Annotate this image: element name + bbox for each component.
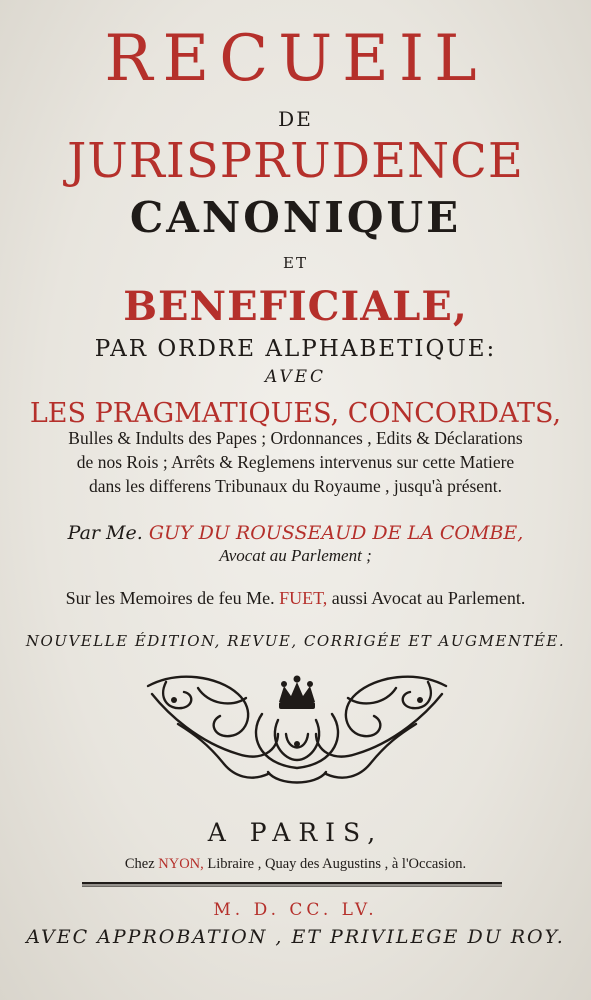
author-line xyxy=(0,522,591,544)
title-jurisprudence: JURISPRUDENCE xyxy=(67,133,524,189)
privilege-line: AVEC APPROBATION , ET PRIVILEGE DU ROY. xyxy=(26,926,565,948)
subtitle-pragmatiques: LES PRAGMATIQUES, CONCORDATS, xyxy=(29,398,562,429)
author-name: GUY DU ROUSSEAUD DE LA COMBE, xyxy=(148,522,524,544)
publisher-line xyxy=(0,856,591,873)
edition-line: NOUVELLE ÉDITION, REVUE, CORRIGÉE ET AUGMENTÉE. xyxy=(25,632,566,650)
publisher-prefix: Chez xyxy=(124,856,155,872)
publisher-suffix: Libraire , Quay des Augustins , à l'Occasion. xyxy=(207,856,467,872)
description-line-2: de nos Rois ; Arrêts & Reglemens intervenus sur cette Matiere xyxy=(76,452,515,472)
memo-name: FUET, xyxy=(279,588,328,608)
memoires-line xyxy=(0,588,591,609)
title-beneficiale: BENEFICIALE, xyxy=(123,283,468,330)
description-line-1: Bulles & Indults des Papes ; Ordonnances , Edits & Déclarations xyxy=(68,428,523,448)
description-line-3: dans les differens Tribunaux du Royaume , jusqu'à présent. xyxy=(88,476,503,496)
memo-suffix: aussi Avocat au Parlement. xyxy=(331,588,526,608)
subtitle-avec: AVEC xyxy=(264,367,327,387)
date-line: M. D. CC. LV. xyxy=(213,900,378,920)
author-prefix: Par Me. xyxy=(67,522,143,544)
publisher-name: NYON, xyxy=(158,856,204,872)
crowned-monogram-ornament-icon xyxy=(138,664,456,792)
title-canonique: CANONIQUE xyxy=(129,193,462,242)
subtitle-ordre: PAR ORDRE ALPHABETIQUE: xyxy=(94,336,497,362)
title-de: DE xyxy=(278,107,313,131)
place-line: A PARIS, xyxy=(207,818,384,847)
title-recueil: RECUEIL xyxy=(104,22,487,96)
author-role: Avocat au Parlement ; xyxy=(219,546,372,565)
title-et: ET xyxy=(283,254,308,272)
double-rule-divider xyxy=(82,882,502,888)
memo-prefix: Sur les Memoires de feu Me. xyxy=(65,588,275,608)
